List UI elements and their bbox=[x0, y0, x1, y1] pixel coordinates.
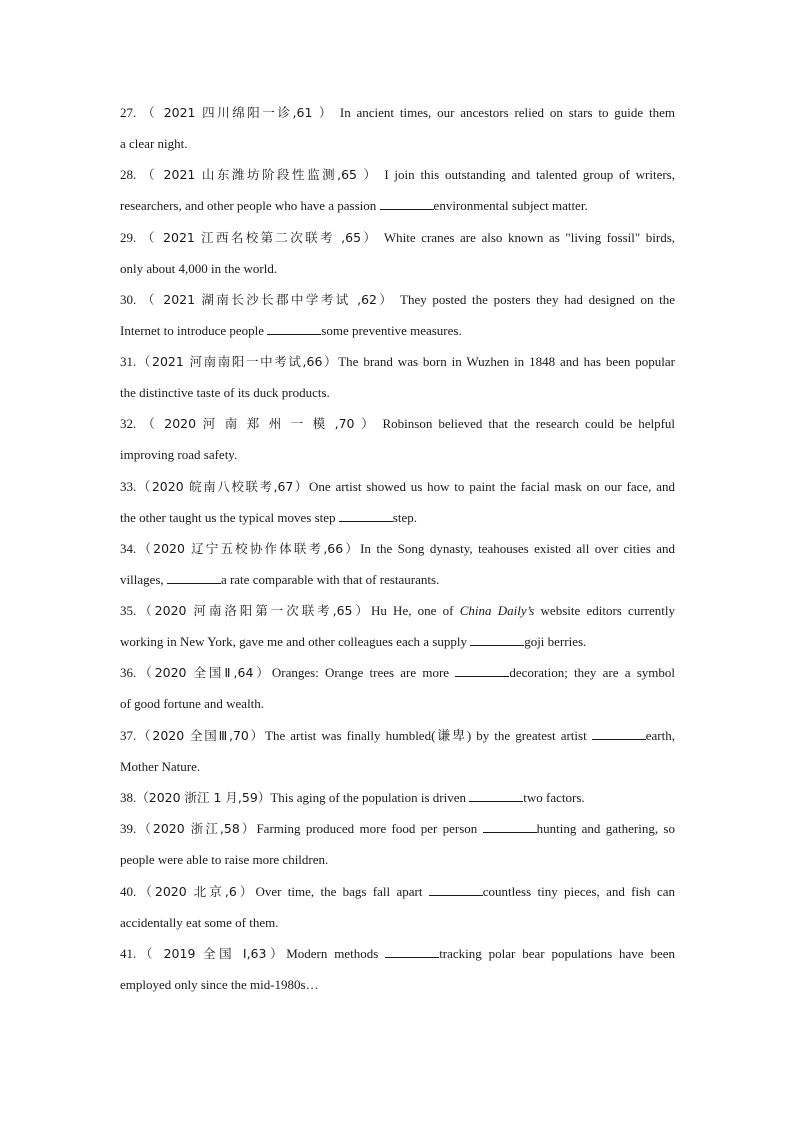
question-number: 28. bbox=[120, 167, 137, 182]
question-line bbox=[120, 190, 675, 221]
question-source: （2021 河南南阳一中考试,66） bbox=[136, 354, 339, 369]
question-line bbox=[120, 222, 675, 253]
answer-blank[interactable] bbox=[483, 820, 537, 833]
question-text: working in New York, gave me and other colleagues each a supply bbox=[120, 634, 467, 649]
question-source: （2020 北京,6） bbox=[136, 884, 256, 899]
question-line bbox=[120, 315, 675, 346]
question-text: two factors. bbox=[523, 790, 585, 805]
question-line bbox=[120, 876, 675, 907]
question-text: website editors currently bbox=[540, 603, 675, 618]
question-text: decoration; they are a symbol bbox=[509, 665, 675, 680]
question-text: I join this outstanding and talented group of writers, bbox=[384, 167, 675, 182]
question-number: 31. bbox=[120, 354, 137, 369]
question-source: （ 2021 四川绵阳一诊,61 ） bbox=[142, 105, 335, 120]
question-text: Robinson believed that the research could be helpful bbox=[382, 416, 675, 431]
question-line bbox=[120, 284, 675, 315]
question-line bbox=[120, 844, 675, 875]
question-text: This aging of the population is driven bbox=[270, 790, 467, 805]
question-source: （2020 河南洛阳第一次联考,65） bbox=[136, 603, 371, 618]
question-32 bbox=[120, 408, 675, 470]
question-text: the other taught us the typical moves step bbox=[120, 510, 336, 525]
question-34 bbox=[120, 533, 675, 595]
question-text: One artist showed us how to paint the facial mask on our face, and bbox=[308, 479, 675, 494]
question-text: hunting and gathering, so bbox=[536, 821, 675, 836]
question-line bbox=[120, 720, 675, 751]
question-text: employed only since the mid-1980s… bbox=[120, 977, 319, 992]
question-line bbox=[120, 657, 675, 688]
publication-name: China Daily’s bbox=[459, 603, 535, 618]
question-line bbox=[120, 502, 675, 533]
question-35 bbox=[120, 595, 675, 657]
question-37 bbox=[120, 720, 675, 782]
question-line bbox=[120, 97, 675, 128]
question-text: Modern methods bbox=[286, 946, 379, 961]
question-number: 39. bbox=[120, 821, 137, 836]
question-text: researchers, and other people who have a passion bbox=[120, 198, 377, 213]
answer-blank[interactable] bbox=[380, 197, 434, 210]
question-number: 38. bbox=[120, 790, 137, 805]
question-text: Hu He, one of bbox=[370, 603, 454, 618]
question-text: In the Song dynasty, teahouses existed all over cities and bbox=[360, 541, 675, 556]
question-number: 29. bbox=[120, 230, 137, 245]
question-39 bbox=[120, 813, 675, 875]
question-number: 41. bbox=[120, 946, 137, 961]
question-line bbox=[120, 907, 675, 938]
question-text: Over time, the bags fall apart bbox=[255, 884, 423, 899]
question-text: a clear night. bbox=[120, 136, 188, 151]
question-source: （ 2021 江西名校第二次联考 ,65） bbox=[141, 230, 379, 245]
question-text: Mother Nature. bbox=[120, 759, 201, 774]
question-line bbox=[120, 471, 675, 502]
question-number: 33. bbox=[120, 479, 137, 494]
question-line bbox=[120, 159, 675, 190]
question-source: （2020 全国Ⅱ,64） bbox=[136, 665, 272, 680]
question-28 bbox=[120, 159, 675, 221]
question-text: earth, bbox=[645, 728, 675, 743]
question-text: They posted the posters they had designed on the bbox=[400, 292, 675, 307]
question-number: 32. bbox=[120, 416, 137, 431]
answer-blank[interactable] bbox=[592, 727, 646, 740]
question-line bbox=[120, 813, 675, 844]
question-text: environmental subject matter. bbox=[433, 198, 588, 213]
question-30 bbox=[120, 284, 675, 346]
question-text: improving road safety. bbox=[120, 447, 238, 462]
question-source: （2020 辽宁五校协作体联考,66） bbox=[136, 541, 361, 556]
question-text: Farming produced more food per person bbox=[256, 821, 478, 836]
question-33 bbox=[120, 471, 675, 533]
question-27 bbox=[120, 97, 675, 159]
question-source: （2020 皖南八校联考,67） bbox=[136, 479, 309, 494]
question-number: 36. bbox=[120, 665, 137, 680]
question-line bbox=[120, 128, 675, 159]
question-number: 27. bbox=[120, 105, 137, 120]
question-line bbox=[120, 533, 675, 564]
question-text: The brand was born in Wuzhen in 1848 and has been popular bbox=[338, 354, 675, 369]
question-text: goji berries. bbox=[524, 634, 587, 649]
answer-blank[interactable] bbox=[429, 883, 483, 896]
question-text: The artist was finally humbled(谦卑) by the greatest artist bbox=[265, 728, 587, 743]
question-line bbox=[120, 938, 675, 969]
question-text: of good fortune and wealth. bbox=[120, 696, 265, 711]
answer-blank[interactable] bbox=[455, 664, 509, 677]
question-number: 30. bbox=[120, 292, 137, 307]
answer-blank[interactable] bbox=[469, 789, 523, 802]
question-line bbox=[120, 377, 675, 408]
question-number: 37. bbox=[120, 728, 137, 743]
answer-blank[interactable] bbox=[267, 322, 321, 335]
question-text: Oranges: Orange trees are more bbox=[271, 665, 450, 680]
question-line bbox=[120, 688, 675, 719]
question-text: only about 4,000 in the world. bbox=[120, 261, 278, 276]
answer-blank[interactable] bbox=[385, 945, 439, 958]
question-text: tracking polar bear populations have been bbox=[439, 946, 675, 961]
question-source: （2020 浙江 1 月,59） bbox=[136, 790, 271, 805]
question-source: （ 2021 湖南长沙长郡中学考试 ,62） bbox=[141, 292, 395, 307]
question-number: 34. bbox=[120, 541, 137, 556]
question-source: （2020 全国Ⅲ,70） bbox=[136, 728, 265, 743]
question-41 bbox=[120, 938, 675, 1000]
question-40 bbox=[120, 876, 675, 938]
question-number: 35. bbox=[120, 603, 137, 618]
question-31 bbox=[120, 346, 675, 408]
question-line bbox=[120, 439, 675, 470]
question-29 bbox=[120, 222, 675, 284]
question-source: （ 2020 河 南 郑 州 一 模 ,70 ） bbox=[142, 416, 377, 431]
question-text: people were able to raise more children. bbox=[120, 852, 329, 867]
question-text: Internet to introduce people bbox=[120, 323, 265, 338]
question-source: （ 2019 全国 I,63） bbox=[136, 946, 287, 961]
answer-blank[interactable] bbox=[470, 633, 524, 646]
question-line bbox=[120, 408, 675, 439]
question-line bbox=[120, 626, 675, 657]
question-text: step. bbox=[392, 510, 417, 525]
question-text: countless tiny pieces, and fish can bbox=[482, 884, 675, 899]
question-38 bbox=[120, 782, 675, 813]
question-line bbox=[120, 253, 675, 284]
question-line bbox=[120, 969, 675, 1000]
question-source: （ 2021 山东潍坊阶段性监测,65 ） bbox=[142, 167, 379, 182]
question-line bbox=[120, 346, 675, 377]
question-line bbox=[120, 782, 675, 813]
question-text: a rate comparable with that of restaurants. bbox=[220, 572, 440, 587]
answer-blank[interactable] bbox=[339, 509, 393, 522]
question-36 bbox=[120, 657, 675, 719]
answer-blank[interactable] bbox=[167, 571, 221, 584]
question-source: （2020 浙江,58） bbox=[136, 821, 257, 836]
question-text: accidentally eat some of them. bbox=[120, 915, 279, 930]
question-line bbox=[120, 751, 675, 782]
question-text: White cranes are also known as "living fossil" birds, bbox=[383, 230, 675, 245]
question-text: the distinctive taste of its duck products. bbox=[120, 385, 330, 400]
question-text: villages, bbox=[120, 572, 164, 587]
question-text: some preventive measures. bbox=[321, 323, 462, 338]
question-text: In ancient times, our ancestors relied on stars to guide them bbox=[339, 105, 675, 120]
question-line bbox=[120, 595, 675, 626]
question-line bbox=[120, 564, 675, 595]
question-number: 40. bbox=[120, 884, 137, 899]
